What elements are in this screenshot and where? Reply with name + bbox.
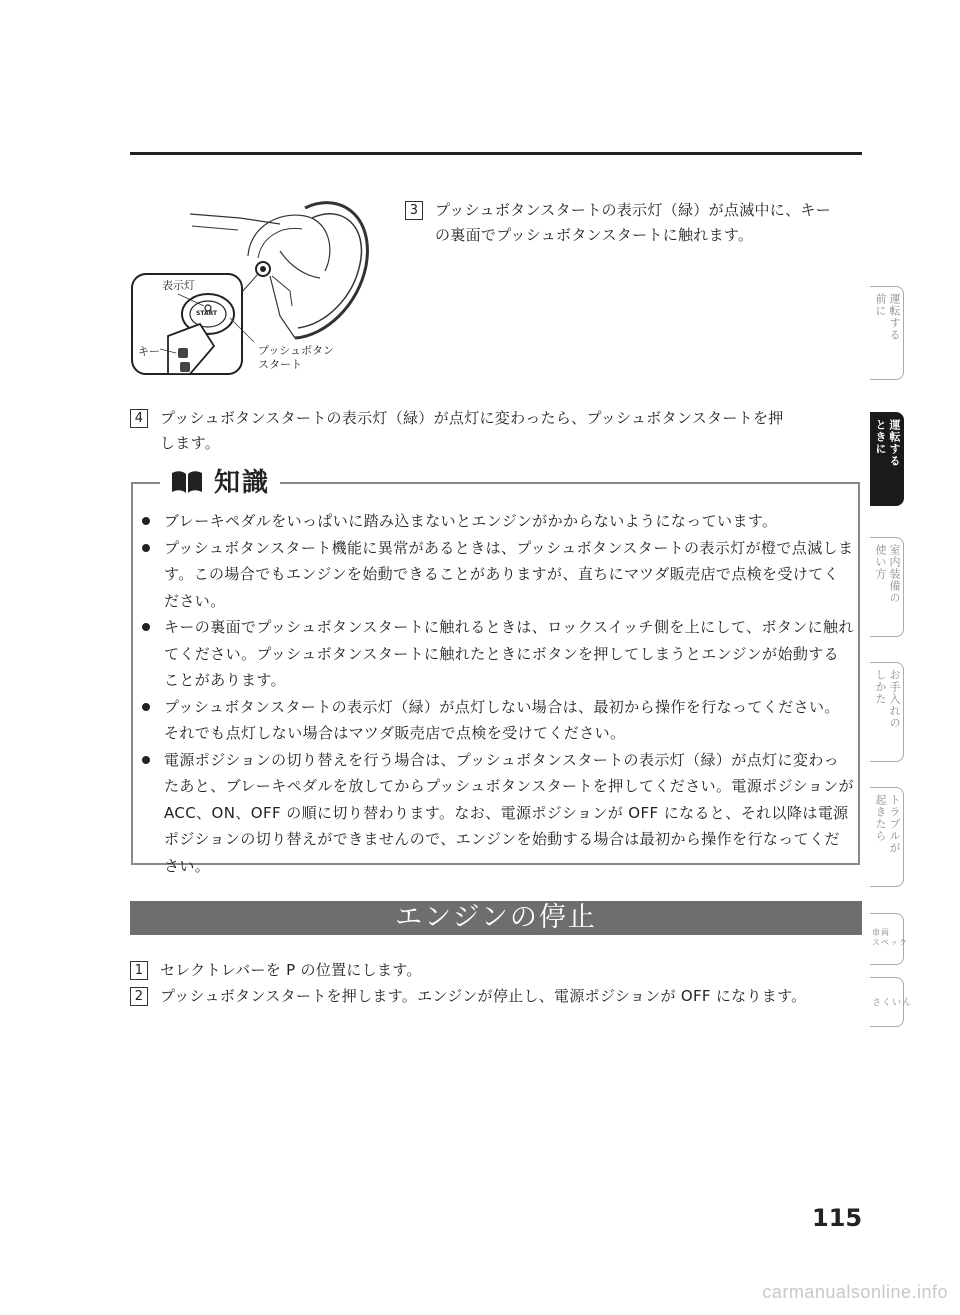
step-number: 3 bbox=[405, 201, 423, 220]
knowledge-item: ブレーキペダルをいっぱいに踏み込まないとエンジンがかからないようになっています。 bbox=[140, 508, 854, 535]
step-text-line: します。 bbox=[160, 434, 221, 452]
knowledge-item: プッシュボタンスタート機能に異常があるときは、プッシュボタンスタートの表示灯が橙で点滅します。この場合でもエンジンを始動できることがありますが、直ちにマツダ販売店で点検を受けてください。 bbox=[140, 535, 854, 615]
top-rule bbox=[130, 152, 862, 155]
illus-label-push-line1: プッシュボタン bbox=[258, 344, 335, 357]
side-tab-index[interactable] bbox=[870, 977, 913, 1027]
stop-step-2 bbox=[130, 984, 870, 1010]
step-text bbox=[435, 198, 831, 248]
side-tab-specs[interactable] bbox=[870, 913, 908, 965]
tab-label: さくいん bbox=[872, 998, 913, 1008]
book-icon bbox=[170, 467, 204, 495]
tab-label: お手入れの しかた bbox=[874, 669, 901, 729]
watermark: carmanualsonline.info bbox=[762, 1282, 948, 1302]
tab-label: 室内装備の 使い方 bbox=[874, 544, 901, 604]
side-tab-maintenance[interactable] bbox=[870, 662, 904, 762]
step-text: セレクトレバーを P の位置にします。 bbox=[160, 961, 422, 979]
knowledge-header bbox=[160, 462, 280, 499]
step-text-line: プッシュボタンスタートの表示灯（緑）が点滅中に、キー bbox=[435, 201, 832, 219]
knowledge-item: プッシュボタンスタートの表示灯（緑）が点灯しない場合は、最初から操作を行なってください。それでも点灯しない場合はマツダ販売店で点検を受けてください。 bbox=[140, 694, 854, 747]
step-text-line: プッシュボタンスタートの表示灯（緑）が点灯に変わったら、プッシュボタンスタートを押 bbox=[160, 409, 784, 427]
tab-label: トラブルが 起きたら bbox=[874, 794, 901, 854]
step-text bbox=[160, 406, 784, 456]
illus-label-push-line2: スタート bbox=[258, 358, 302, 371]
step-3 bbox=[405, 198, 865, 250]
section-title-bar: エンジンの停止 bbox=[130, 901, 862, 935]
step-number: 1 bbox=[130, 961, 148, 980]
illus-label-indicator: 表示灯 bbox=[162, 279, 195, 292]
knowledge-list bbox=[140, 508, 854, 879]
stop-step-1 bbox=[130, 958, 870, 984]
step-text: プッシュボタンスタートを押します。エンジンが停止し、電源ポジションが OFF になります。 bbox=[160, 987, 807, 1005]
knowledge-item: 電源ポジションの切り替えを行う場合は、プッシュボタンスタートの表示灯（緑）が点灯に変わったあと、ブレーキペダルを放してからプッシュボタンスタートを押してください。電源ポジションが ACC、ON、OFF の順に切り替わります。なお、電源ポジションが OFF になると、それ以降は電源ポジションの切り替えができませんので、エンジンを始動する場合は最初から操作を行なってください。 bbox=[140, 747, 854, 880]
knowledge-item: キーの裏面でプッシュボタンスタートに触れるときは、ロックスイッチ側を上にして、ボタンに触れてください。プッシュボタンスタートに触れたときにボタンを押してしまうとエンジンが始動することがあります。 bbox=[140, 614, 854, 694]
side-tab-while-driving[interactable] bbox=[870, 412, 904, 506]
illus-label-key: キー bbox=[138, 345, 160, 358]
side-tab-before-driving[interactable] bbox=[870, 286, 904, 380]
illus-button-text: START bbox=[196, 310, 218, 317]
side-tab-trouble[interactable] bbox=[870, 787, 904, 887]
tab-label: 運転する 前に bbox=[874, 293, 901, 341]
tab-label: 運転する ときに bbox=[874, 419, 901, 467]
tab-label: 車両 スペック bbox=[872, 928, 908, 947]
side-tab-interior[interactable] bbox=[870, 537, 904, 637]
step-number: 2 bbox=[130, 987, 148, 1006]
step-number: 4 bbox=[130, 409, 148, 428]
step-text-line: の裏面でプッシュボタンスタートに触れます。 bbox=[435, 226, 754, 244]
page-number: 115 bbox=[812, 1204, 863, 1232]
step-4 bbox=[130, 406, 865, 458]
knowledge-title: 知識 bbox=[214, 468, 271, 498]
